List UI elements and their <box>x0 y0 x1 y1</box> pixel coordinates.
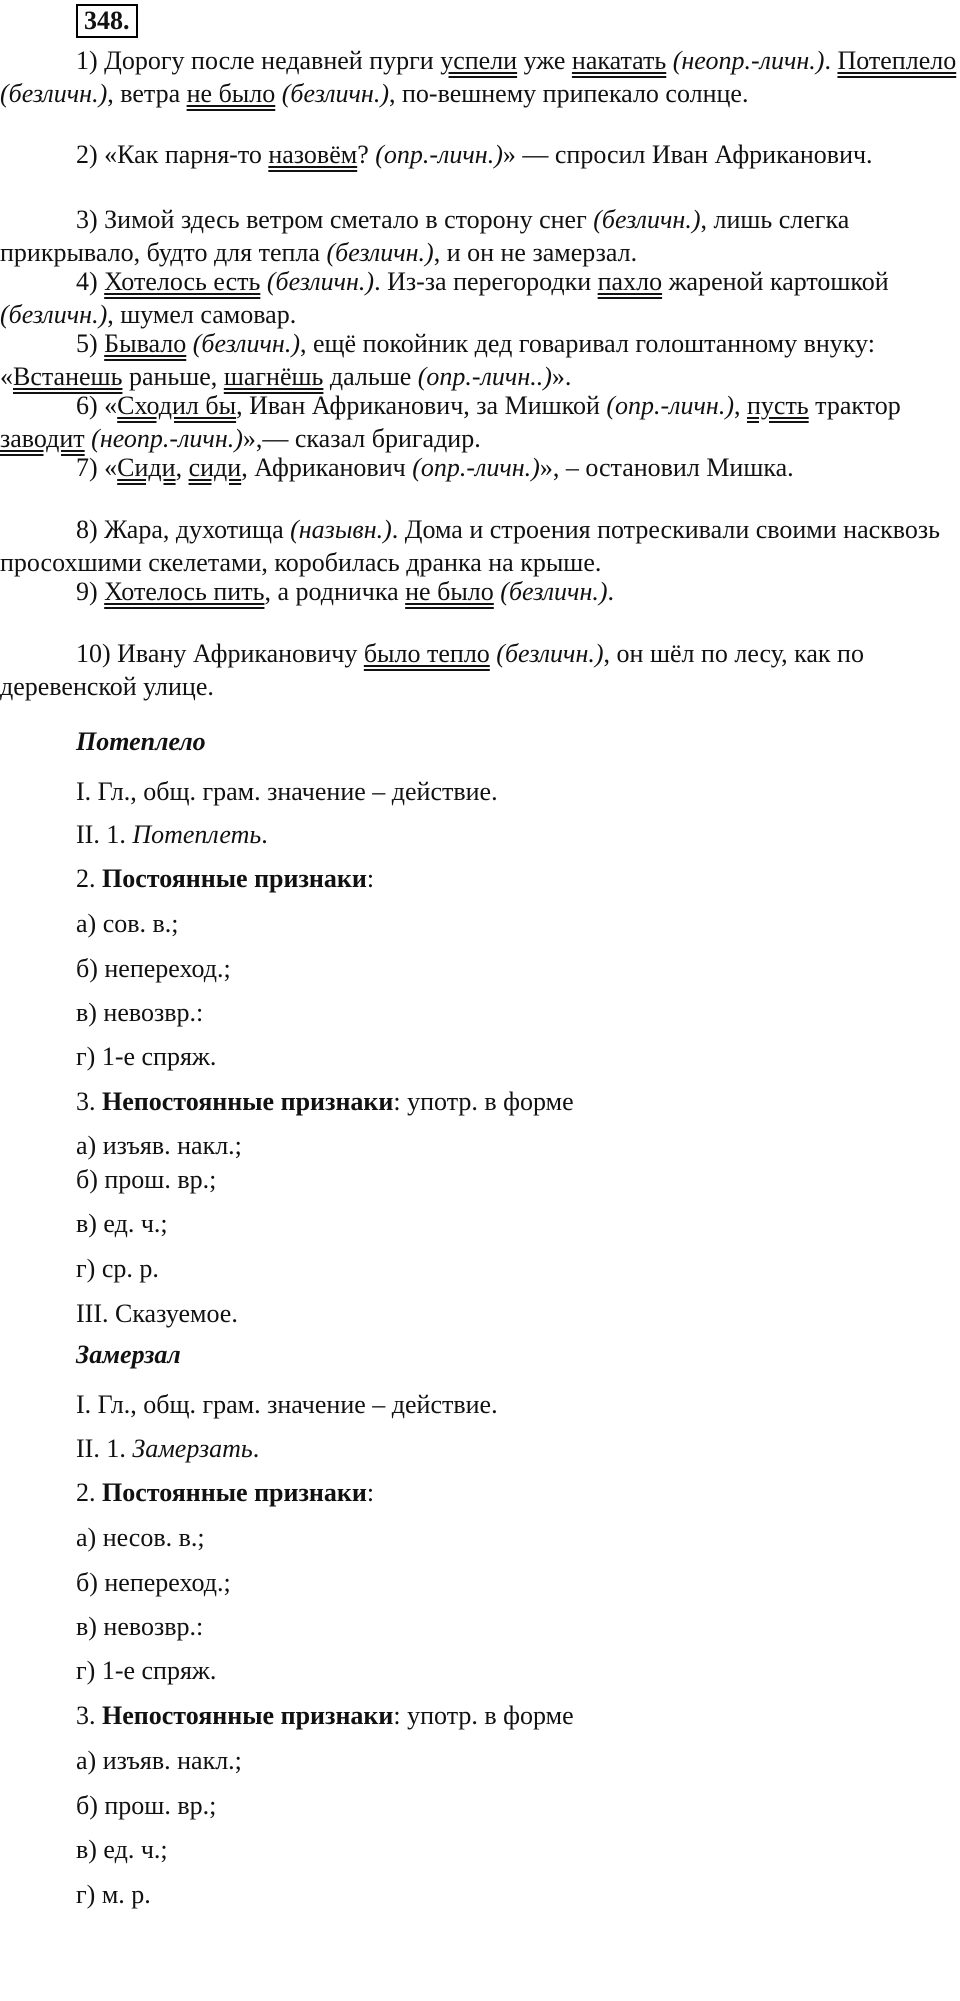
text-fragment: . <box>261 820 268 849</box>
text-fragment: , <box>733 391 747 420</box>
analysis-line <box>76 1878 151 1911</box>
sentence-type-label: (безличн.) <box>496 639 604 668</box>
predicate-text: заводит <box>0 424 85 453</box>
text-fragment: 1) Дорогу после недавней пурги <box>76 46 441 75</box>
predicate-text: Потеплело <box>837 46 957 75</box>
text-fragment: : <box>366 864 375 893</box>
sentence-type-label: (безличн.) <box>0 300 108 329</box>
text-fragment: 3. <box>76 1087 102 1116</box>
sentence-type-label: (безличн.) <box>0 79 108 108</box>
predicate-text: назовём <box>268 140 358 169</box>
text-fragment: , шумел самовар. <box>107 300 297 329</box>
text-fragment: , ветра <box>107 79 187 108</box>
text-fragment: I. Гл., общ. грам. значение – действие. <box>76 1390 498 1419</box>
sentence-text <box>0 513 958 579</box>
text-fragment: ? <box>357 140 376 169</box>
analysis-line <box>76 952 231 985</box>
predicate-text: пахло <box>597 267 663 296</box>
analysis-line <box>76 1566 231 1599</box>
analysis-line <box>76 907 179 940</box>
sentence-5 <box>0 327 958 393</box>
sentence-type-label: Замерзать <box>132 1434 253 1463</box>
sentence-2 <box>0 138 958 171</box>
sentence-type-label: (безличн.) <box>500 577 608 606</box>
predicate-text: не было <box>405 577 494 606</box>
text-fragment: 4) <box>76 267 105 296</box>
analysis-line <box>76 1833 168 1866</box>
analysis-line <box>76 1521 205 1554</box>
text-fragment: г) 1-е спряж. <box>76 1042 217 1071</box>
sentence-type-label: Потеплеть <box>132 820 262 849</box>
sentence-type-label: (неопр.-личн.) <box>91 424 243 453</box>
sentence-text <box>0 389 958 455</box>
analysis-line <box>76 1789 216 1822</box>
text-fragment: II. 1. <box>76 820 133 849</box>
sentence-type-label: (безличн.) <box>192 329 300 358</box>
analysis-line <box>76 818 268 851</box>
text-fragment: , Африканович <box>241 453 413 482</box>
bold-term: Постоянные признаки <box>102 864 367 893</box>
text-fragment: а) изъяв. накл.; <box>76 1746 242 1775</box>
sentence-type-label: (неопр.-личн.) <box>672 46 825 75</box>
text-fragment: 8) Жара, духотища <box>76 515 291 544</box>
sentence-text <box>0 575 958 608</box>
bold-term: Непостоянные признаки <box>102 1087 394 1116</box>
predicate-text: пусть <box>746 391 809 420</box>
text-fragment: », – остановил Мишка. <box>539 453 794 482</box>
text-fragment: раньше, <box>122 362 224 391</box>
analysis-heading: Замерзал <box>76 1340 181 1369</box>
text-fragment: трактор <box>808 391 901 420</box>
text-fragment: 3) Зимой здесь ветром сметало в сторону снег <box>76 205 594 234</box>
text-fragment: : употр. в форме <box>393 1701 574 1730</box>
text-fragment: в) невозвр.: <box>76 998 204 1027</box>
text-fragment: » — спросил Иван Африканович. <box>502 140 873 169</box>
sentence-text <box>0 637 958 703</box>
sentence-1 <box>0 44 958 110</box>
text-fragment: 3. <box>76 1701 102 1730</box>
text-fragment: II. 1. <box>76 1434 133 1463</box>
text-fragment: б) прош. вр.; <box>76 1165 217 1194</box>
predicate-text: Хотелось пить <box>104 577 265 606</box>
text-fragment: , а родничка <box>264 577 406 606</box>
text-fragment: 5) <box>76 329 105 358</box>
predicate-text: не было <box>186 79 276 108</box>
sentence-type-label: (безличн.) <box>281 79 389 108</box>
predicate-text: было тепло <box>363 639 490 668</box>
sentence-type-label: (опр.-личн.) <box>375 140 503 169</box>
text-fragment: 2. <box>76 864 102 893</box>
sentence-type-label: (безличн.) <box>593 205 701 234</box>
text-fragment: б) непереход.; <box>76 954 231 983</box>
text-fragment: в) ед. ч.; <box>76 1209 168 1238</box>
text-fragment: . <box>824 46 838 75</box>
bold-term: Постоянные признаки <box>102 1478 367 1507</box>
text-fragment: , и он не замерзал. <box>433 238 638 267</box>
text-fragment: 6) « <box>76 391 118 420</box>
text-fragment: а) изъяв. накл.; <box>76 1131 242 1160</box>
text-fragment: : <box>366 1478 375 1507</box>
sentence-type-label: (опр.-личн..) <box>417 362 552 391</box>
text-fragment: ». <box>551 362 572 391</box>
text-fragment: , ещё покойник дед говаривал голоштанному внуку: « <box>0 329 875 391</box>
text-fragment: . Из-за перегородки <box>374 267 598 296</box>
analysis-line <box>76 1085 574 1118</box>
text-fragment: , по-вешнему припекало солнце. <box>389 79 749 108</box>
sentence-7 <box>0 451 958 484</box>
text-fragment: жареной картошкой <box>662 267 889 296</box>
analysis-line <box>76 1610 203 1643</box>
text-fragment: а) сов. в.; <box>76 909 179 938</box>
text-fragment: г) 1-е спряж. <box>76 1656 217 1685</box>
predicate-text: Встанешь <box>13 362 123 391</box>
text-fragment: . Дома и строения потрескивали своими насквозь просохшими скелетами, коробилась дранка на крыше. <box>0 515 941 577</box>
sentence-9 <box>0 575 958 608</box>
analysis-line <box>76 1654 216 1687</box>
predicate-text: Сходил бы <box>117 391 237 420</box>
predicate-text: сиди <box>188 453 242 482</box>
analysis-line <box>76 1129 242 1162</box>
analysis-heading: Потеплело <box>76 727 206 756</box>
analysis-line <box>76 1252 159 1285</box>
text-fragment: г) м. р. <box>76 1880 151 1909</box>
text-fragment: в) ед. ч.; <box>76 1835 168 1864</box>
text-fragment: »,— сказал бригадир. <box>242 424 481 453</box>
analysis-line <box>76 1699 574 1732</box>
analysis-line <box>76 1207 168 1240</box>
predicate-text: успели <box>440 46 518 75</box>
sentence-type-label: (опр.-личн.) <box>412 453 540 482</box>
analysis-line <box>76 1744 242 1777</box>
analysis-line <box>76 1297 238 1330</box>
text-fragment: : употр. в форме <box>393 1087 574 1116</box>
text-fragment: дальше <box>323 362 418 391</box>
text-fragment: б) непереход.; <box>76 1568 231 1597</box>
analysis-line <box>76 1040 216 1073</box>
predicate-text: Сиди <box>117 453 176 482</box>
sentence-text <box>0 44 958 110</box>
text-fragment: 10) Ивану Африкановичу <box>76 639 364 668</box>
sentence-10 <box>0 637 958 703</box>
bold-term: Непостоянные признаки <box>102 1701 394 1730</box>
text-fragment: в) невозвр.: <box>76 1612 204 1641</box>
sentence-text <box>0 327 958 393</box>
sentence-text <box>0 451 958 484</box>
sentence-6 <box>0 389 958 455</box>
analysis-line <box>76 1432 259 1465</box>
sentence-4 <box>0 265 958 331</box>
text-fragment: уже <box>517 46 572 75</box>
predicate-text: шагнёшь <box>223 362 324 391</box>
sentence-text <box>0 138 958 171</box>
text-fragment: , Иван Африканович, за Мишкой <box>236 391 607 420</box>
sentence-text <box>0 203 958 269</box>
text-fragment: . <box>252 1434 260 1463</box>
analysis-line <box>76 1476 374 1509</box>
text-fragment: г) ср. р. <box>76 1254 159 1283</box>
text-fragment: 2) «Как парня-то <box>76 140 269 169</box>
text-fragment: 7) « <box>76 453 118 482</box>
sentence-type-label: (назывн.) <box>290 515 392 544</box>
sentence-3 <box>0 203 958 269</box>
sentence-text <box>0 265 958 331</box>
text-fragment: а) несов. в.; <box>76 1523 205 1552</box>
text-fragment: , он шёл по лесу, как по деревенской улице. <box>0 639 864 701</box>
predicate-text: накатать <box>571 46 667 75</box>
text-fragment: . <box>607 577 615 606</box>
sentence-type-label: (безличн.) <box>326 238 434 267</box>
text-fragment: б) прош. вр.; <box>76 1791 217 1820</box>
predicate-text: Бывало <box>104 329 187 358</box>
sentence-type-label: (безличн.) <box>266 267 375 296</box>
sentence-type-label: (опр.-личн.) <box>606 391 734 420</box>
text-fragment: 2. <box>76 1478 102 1507</box>
text-fragment: III. Сказуемое. <box>76 1299 238 1328</box>
analysis-line <box>76 1388 498 1421</box>
text-fragment: 9) <box>76 577 105 606</box>
text-fragment: I. Гл., общ. грам. значение – действие. <box>76 777 498 806</box>
text-fragment: , <box>175 453 189 482</box>
exercise-number: 348. <box>76 4 138 38</box>
predicate-text: Хотелось есть <box>104 267 261 296</box>
analysis-line <box>76 862 374 895</box>
analysis-line <box>76 996 203 1029</box>
analysis-line <box>76 1163 216 1196</box>
analysis-line <box>76 775 498 808</box>
sentence-8 <box>0 513 958 579</box>
text-fragment: , лишь слегка прикрывало, будто для тепла <box>0 205 850 267</box>
